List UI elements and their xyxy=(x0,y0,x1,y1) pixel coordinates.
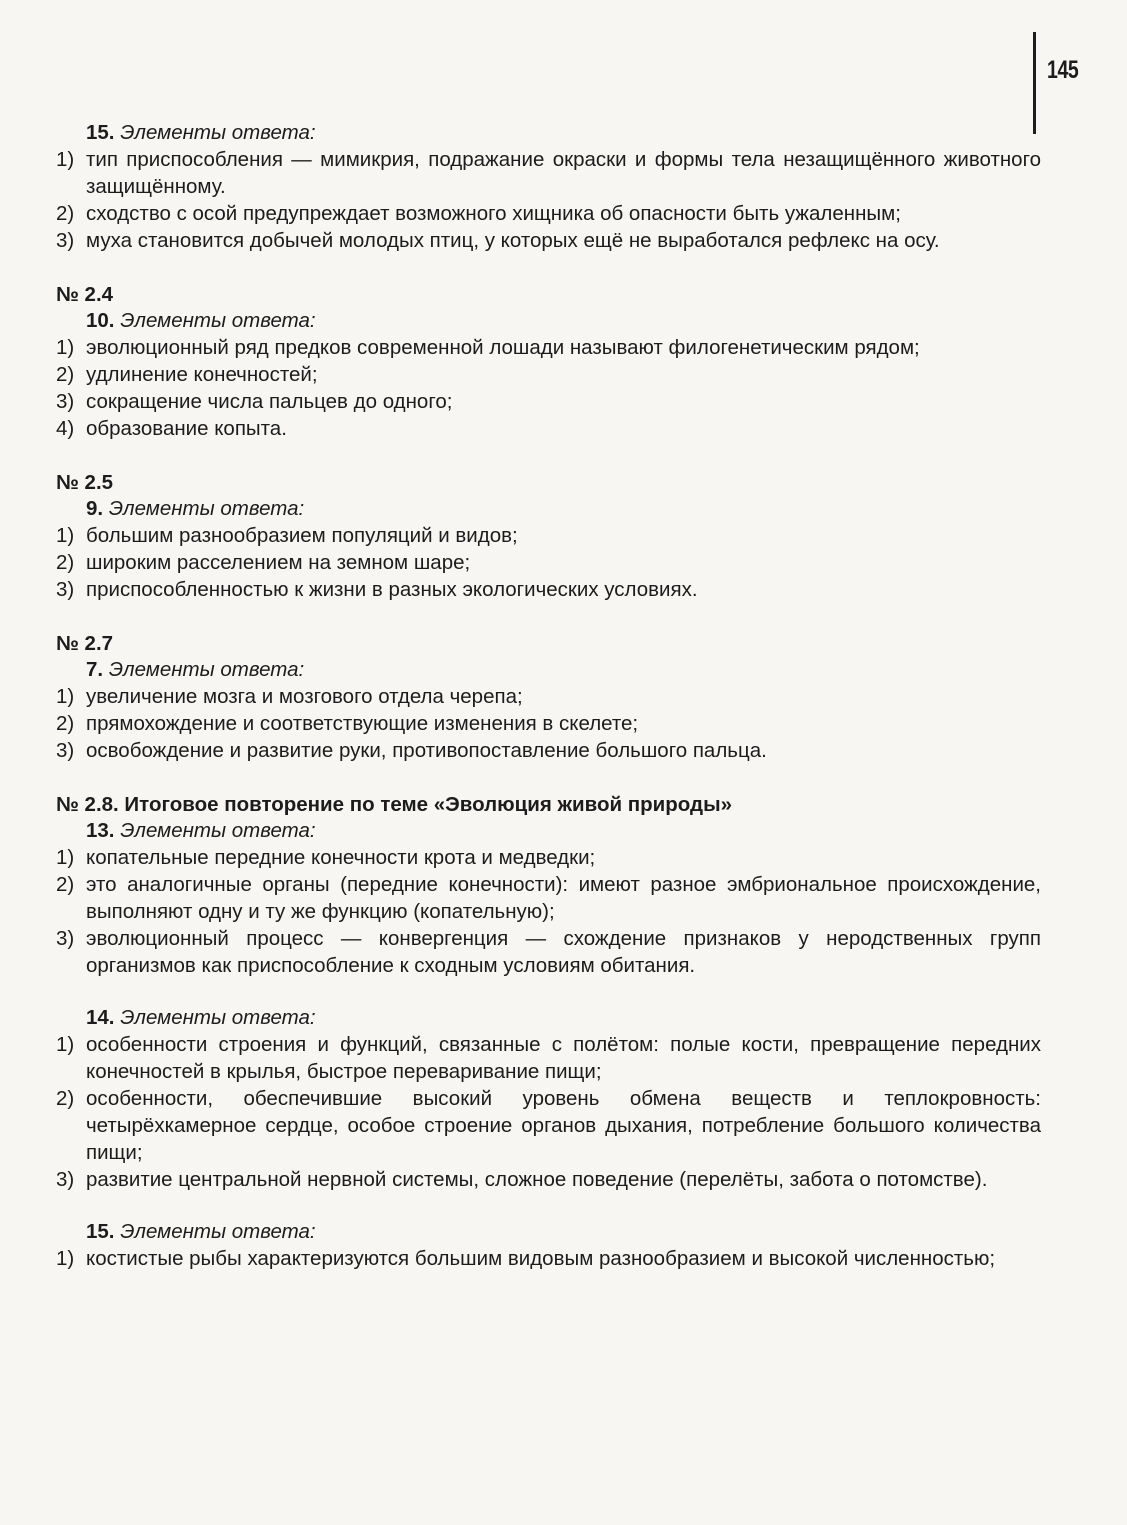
answer-list xyxy=(56,683,1041,764)
answer-item xyxy=(56,334,1041,361)
answer-item xyxy=(56,576,1041,603)
item-number: 1) xyxy=(56,685,75,708)
section-heading: № 2.8. Итоговое повторение по теме «Эволюция живой природы» xyxy=(56,793,732,816)
item-number: 2) xyxy=(56,1087,75,1110)
task-number: 14. xyxy=(86,1006,115,1029)
item-number: 1) xyxy=(56,1247,75,1270)
item-text: увеличение мозга и мозгового отдела черепа; xyxy=(86,685,523,708)
answer-item xyxy=(56,1166,1041,1193)
section-heading: № 2.7 xyxy=(56,632,114,655)
item-text: эволюционный процесс — конвергенция — схождение признаков у неродственных групп организмов как приспособление к сходным условиям обитания. xyxy=(86,927,1041,977)
answer-list xyxy=(56,1245,1041,1272)
answer-section xyxy=(56,120,1041,254)
item-number: 4) xyxy=(56,417,75,440)
item-text: большим разнообразием популяций и видов; xyxy=(86,524,518,547)
answer-list xyxy=(56,334,1041,442)
item-text: освобождение и развитие руки, противопоставление большого пальца. xyxy=(86,739,767,762)
item-number: 2) xyxy=(56,363,75,386)
answer-section xyxy=(56,792,1041,1272)
answer-item xyxy=(56,710,1041,737)
item-text: развитие центральной нервной системы, сложное поведение (перелёты, забота о потомстве). xyxy=(86,1168,988,1191)
task-number: 15. xyxy=(86,121,115,144)
task-label: Элементы ответа: xyxy=(120,819,316,842)
item-text: эволюционный ряд предков современной лошади называют филогенетическим рядом; xyxy=(86,336,920,359)
item-number: 1) xyxy=(56,336,75,359)
page-number: 145 xyxy=(1047,56,1079,84)
answer-item xyxy=(56,844,1041,871)
item-text: это аналогичные органы (передние конечности): имеют разное эмбриональное происхождение, выполняют одну и ту же функцию (копательную); xyxy=(86,873,1041,923)
item-text: приспособленностью к жизни в разных экологических условиях. xyxy=(86,578,698,601)
answer-section xyxy=(56,631,1041,764)
task-heading xyxy=(56,120,1041,146)
answer-item xyxy=(56,146,1041,200)
answer-item xyxy=(56,683,1041,710)
task-label: Элементы ответа: xyxy=(120,121,316,144)
answer-item xyxy=(56,522,1041,549)
answer-item xyxy=(56,200,1041,227)
answer-list xyxy=(56,146,1041,254)
item-number: 3) xyxy=(56,229,75,252)
answer-section xyxy=(56,470,1041,603)
item-number: 2) xyxy=(56,202,75,225)
task-number: 7. xyxy=(86,658,104,681)
answer-item xyxy=(56,1245,1041,1272)
task-number: 9. xyxy=(86,497,104,520)
item-number: 2) xyxy=(56,873,75,896)
answer-section xyxy=(56,282,1041,442)
item-text: широким расселением на земном шаре; xyxy=(86,551,471,574)
item-number: 1) xyxy=(56,846,75,869)
item-text: особенности, обеспечившие высокий уровень обмена веществ и теплокровность: четырёхкамерное сердце, особое строение органов дыхания, потребление большого количества пищи; xyxy=(86,1087,1041,1164)
task-heading xyxy=(56,1219,1041,1245)
section-gap xyxy=(56,254,1041,282)
task-number: 10. xyxy=(86,309,115,332)
task-label: Элементы ответа: xyxy=(120,1006,316,1029)
item-number: 3) xyxy=(56,390,75,413)
item-number: 3) xyxy=(56,578,75,601)
task-gap xyxy=(56,979,1041,1005)
answer-item xyxy=(56,871,1041,925)
item-text: образование копыта. xyxy=(86,417,287,440)
answer-list xyxy=(56,522,1041,603)
item-number: 2) xyxy=(56,551,75,574)
section-heading: № 2.5 xyxy=(56,471,114,494)
item-number: 1) xyxy=(56,1033,75,1056)
answer-item xyxy=(56,388,1041,415)
answer-item xyxy=(56,227,1041,254)
item-text: тип приспособления — мимикрия, подражание окраски и формы тела незащищённого животного защищённому. xyxy=(86,148,1041,198)
item-text: сокращение числа пальцев до одного; xyxy=(86,390,453,413)
answer-item xyxy=(56,1031,1041,1085)
section-heading: № 2.4 xyxy=(56,283,114,306)
task-heading xyxy=(56,818,1041,844)
answer-item xyxy=(56,925,1041,979)
task-number: 13. xyxy=(86,819,115,842)
section-gap xyxy=(56,764,1041,792)
section-gap xyxy=(56,442,1041,470)
item-number: 3) xyxy=(56,1168,75,1191)
item-text: муха становится добычей молодых птиц, у которых ещё не выработался рефлекс на осу. xyxy=(86,229,940,252)
answer-item xyxy=(56,549,1041,576)
task-gap xyxy=(56,1193,1041,1219)
answer-item xyxy=(56,737,1041,764)
task-label: Элементы ответа: xyxy=(108,497,305,520)
task-heading xyxy=(56,657,1041,683)
item-text: прямохождение и соответствующие изменения в скелете; xyxy=(86,712,639,735)
task-heading xyxy=(56,496,1041,522)
answer-item xyxy=(56,1085,1041,1166)
page-number-rule xyxy=(1033,32,1036,134)
item-text: особенности строения и функций, связанные с полётом: полые кости, превращение передних конечностей в крылья, быстрое переваривание пищи; xyxy=(86,1033,1041,1083)
item-text: костистые рыбы характеризуются большим видовым разнообразием и высокой численностью; xyxy=(86,1247,996,1270)
answers-content xyxy=(56,120,1041,1272)
item-text: копательные передние конечности крота и медведки; xyxy=(86,846,596,869)
task-number: 15. xyxy=(86,1220,115,1243)
task-heading xyxy=(56,308,1041,334)
item-text: сходство с осой предупреждает возможного хищника об опасности быть ужаленным; xyxy=(86,202,901,225)
answer-item xyxy=(56,415,1041,442)
item-number: 3) xyxy=(56,739,75,762)
section-gap xyxy=(56,603,1041,631)
task-heading xyxy=(56,1005,1041,1031)
answer-list xyxy=(56,1031,1041,1193)
item-number: 1) xyxy=(56,524,75,547)
task-label: Элементы ответа: xyxy=(108,658,305,681)
task-label: Элементы ответа: xyxy=(120,309,316,332)
answer-list xyxy=(56,844,1041,979)
answer-item xyxy=(56,361,1041,388)
item-text: удлинение конечностей; xyxy=(86,363,318,386)
task-label: Элементы ответа: xyxy=(120,1220,316,1243)
item-number: 2) xyxy=(56,712,75,735)
item-number: 3) xyxy=(56,927,75,950)
item-number: 1) xyxy=(56,148,75,171)
